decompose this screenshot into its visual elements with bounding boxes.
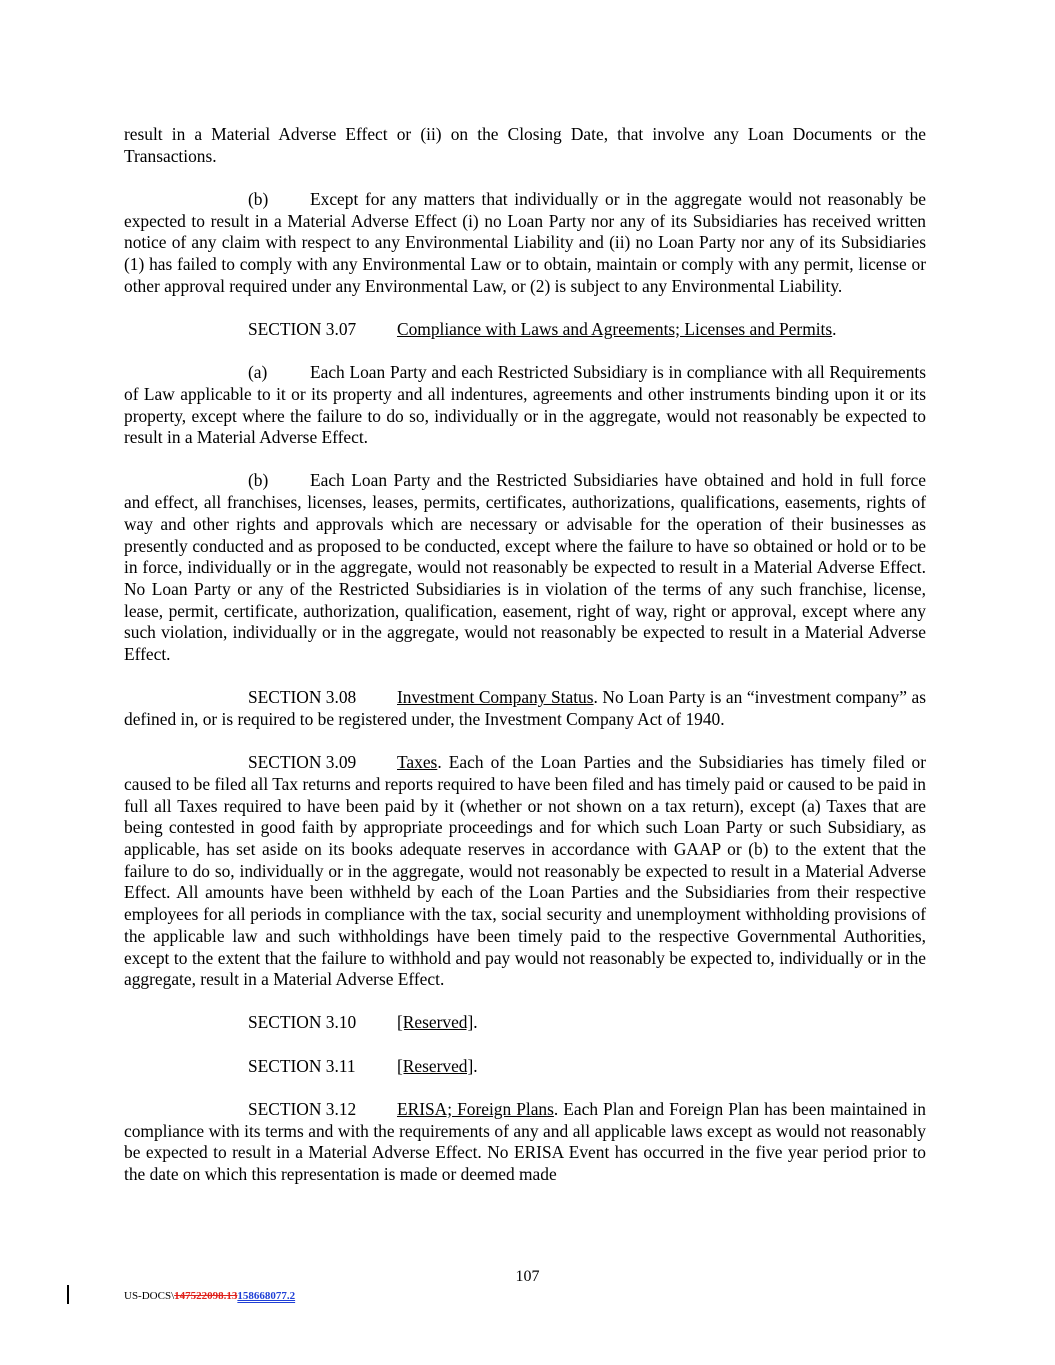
section-3-09 bbox=[124, 752, 926, 991]
section-title: [Reserved] bbox=[397, 1055, 474, 1076]
paragraph-continuation bbox=[124, 124, 926, 167]
deleted-doc-id: 147522098.13 bbox=[174, 1290, 238, 1302]
section-3-08 bbox=[124, 687, 926, 730]
period: . bbox=[473, 1055, 478, 1076]
section-number: SECTION 3.09 bbox=[248, 752, 357, 773]
section-text: . No Loan Party is an “investment company” as defined in, or is required to be registered under, the Investment Company Act of 1940. bbox=[124, 687, 926, 729]
section-number: SECTION 3.10 bbox=[248, 1012, 357, 1033]
paragraph-text: Each Loan Party and each Restricted Subsidiary is in compliance with all Requirements of Law applicable to it or its property and all indentures, agreements and other instruments binding upon it or its property, except where the failure to do so, individually or in the aggregate, would not reasonably be expected to result in a Material Adverse Effect. bbox=[124, 362, 926, 448]
section-text: . Each Plan and Foreign Plan has been maintained in compliance with its terms and with the requirements of any and all applicable laws except as would not reasonably be expected to result in a Material Adverse Effect. No ERISA Event has occurred in the five year period prior to the date on which this representation is made or deemed made bbox=[124, 1098, 927, 1184]
paragraph-3-07-a bbox=[124, 362, 926, 449]
section-3-07-heading bbox=[124, 319, 926, 341]
section-number: SECTION 3.12 bbox=[248, 1098, 357, 1119]
item-label: (a) bbox=[248, 362, 268, 383]
section-number: SECTION 3.08 bbox=[248, 687, 357, 708]
section-3-10-heading bbox=[124, 1012, 926, 1034]
period: . bbox=[473, 1012, 478, 1033]
item-label: (b) bbox=[248, 188, 269, 209]
change-bar bbox=[67, 1285, 69, 1304]
inserted-doc-id: 158668077.2 bbox=[237, 1290, 296, 1302]
item-label: (b) bbox=[248, 470, 269, 491]
section-number: SECTION 3.11 bbox=[248, 1055, 356, 1076]
section-title: Investment Company Status bbox=[397, 687, 594, 708]
paragraph-text: result in a Material Adverse Effect or (ii) on the Closing Date, that involve any Loan Documents or the Transactions. bbox=[124, 124, 926, 166]
section-title: ERISA; Foreign Plans bbox=[397, 1098, 554, 1119]
page-number: 107 bbox=[515, 1268, 540, 1285]
paragraph-3-07-b bbox=[124, 470, 926, 665]
section-title: [Reserved] bbox=[397, 1012, 474, 1033]
section-3-12 bbox=[124, 1099, 926, 1186]
section-3-11-heading bbox=[124, 1056, 926, 1078]
paragraph-text: Except for any matters that individually or in the aggregate would not reasonably be expected to result in a Material Adverse Effect (i) no Loan Party nor any of its Subsidiaries has received written notice of any claim with respect to any Environmental Liability and (ii) no Loan Party nor any of its Subsidiaries (1) has failed to comply with any Environmental Law or to obtain, maintain or comply with any permit, license or other approval required under any Environmental Law, or (2) is subject to any Environmental Liability. bbox=[124, 188, 926, 296]
document-id-footer bbox=[124, 1290, 295, 1302]
section-title: Taxes bbox=[397, 752, 438, 773]
document-body bbox=[124, 124, 926, 1207]
paragraph-3-06-b bbox=[124, 189, 926, 298]
paragraph-text: Each Loan Party and the Restricted Subsidiaries have obtained and hold in full force and effect, all franchises, licenses, leases, permits, certificates, authorizations, qualifications, easements, rights of way and other rights and approvals which are necessary or advisable for the operation of their businesses as presently conducted and as proposed to be conducted, except where the failure to have so obtained or hold or to be in force, individually or in the aggregate, would not reasonably be expected to result in a Material Adverse Effect. No Loan Party or any of the Restricted Subsidiaries is in violation of the terms of any such franchise, license, lease, permit, certificate, authorization, qualification, easement, right of way, right or approval, except where any such violation, individually or in the aggregate, would not reasonably be expected to result in a Material Adverse Effect. bbox=[124, 470, 926, 665]
section-number: SECTION 3.07 bbox=[248, 318, 357, 339]
section-text: . Each of the Loan Parties and the Subsidiaries has timely filed or caused to be filed all Tax returns and reports required to have been filed and has timely paid or caused to be paid in full all Taxes required to have been paid by it (whether or not shown on a tax return), except (a) Taxes that are being contested in good faith by appropriate proceedings and for which such Loan Party or such Subsidiary, as applicable, has set aside on its books adequate reserves in accordance with GAAP or (b) to the extent that the failure to do so, individually or in the aggregate, would not reasonably be expected to result in a Material Adverse Effect. All amounts have been withheld by each of the Loan Parties and the Subsidiaries from their respective employees for all periods in compliance with the tax, social security and unemployment withholding provisions of the applicable law and such withholdings have been timely paid to the respective Governmental Authorities, except to the extent that the failure to withhold and pay would not reasonably be expected to, individually or in the aggregate, result in a Material Adverse Effect. bbox=[124, 752, 926, 990]
section-title: Compliance with Laws and Agreements; Licenses and Permits bbox=[397, 318, 833, 339]
doc-prefix: US-DOCS\ bbox=[124, 1290, 175, 1302]
period: . bbox=[832, 318, 837, 339]
